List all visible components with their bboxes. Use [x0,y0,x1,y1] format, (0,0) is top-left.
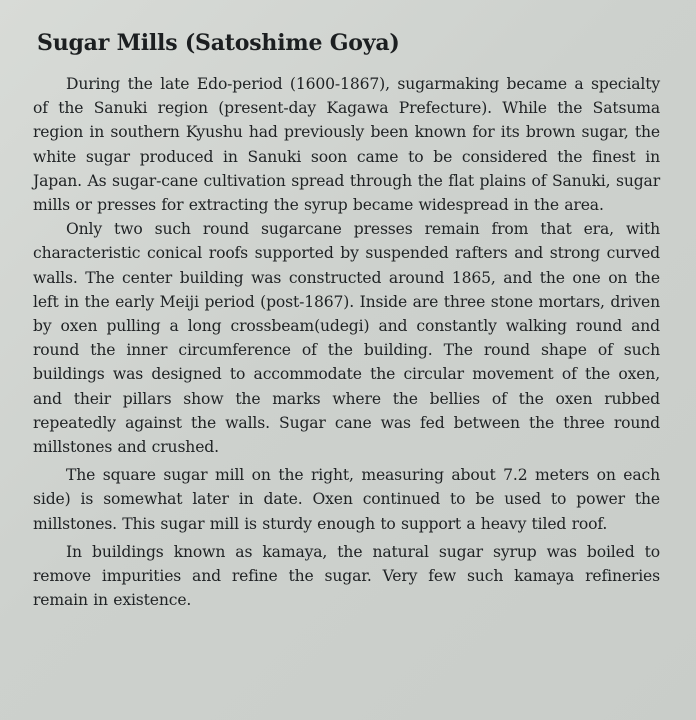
paragraph-history: During the late Edo-period (1600-1867), sugarmaking became a specialty of the Sanuki region (present-day Kagawa Prefecture). While the Satsuma region in southern Kyushu had previously been known for its brown sugar, the white sugar produced in Sanuki soon came to be considered the finest in Japan. As sugar-cane cultivation spread through the flat plains of Sanuki, sugar mills or presses for extracting the syrup became widespread in the area. [33,75,660,215]
sign-title: Sugar Mills (Satoshime Goya) [37,30,400,56]
paragraph-round-presses: Only two such round sugarcane presses remain from that era, with characteristic conical roofs supported by suspended rafters and strong curved walls. The center building was constructed around 1865, and the one on the left in the early Meiji period (post-1867). Inside are three stone mortars, driven by oxen pulling a long crossbeam(udegi) and constantly walking round and round the inner circumference of the building. The round shape of such buildings was designed to accommodate the circular movement of the oxen, and their pillars show the marks where the bellies of the oxen rubbed repeatedly against the walls. Sugar cane was fed between the three round millstones and crushed. [33,220,660,457]
paragraph-kamaya: In buildings known as kamaya, the natural sugar syrup was boiled to remove impurities and refine the sugar. Very few such kamaya refineries remain in existence. [33,542,660,610]
paragraph-square-mill: The square sugar mill on the right, measuring about 7.2 meters on each side) is somewhat later in date. Oxen continued to be used to power the millstones. This sugar mill is sturdy enough to support a heavy tiled roof. [33,466,660,533]
